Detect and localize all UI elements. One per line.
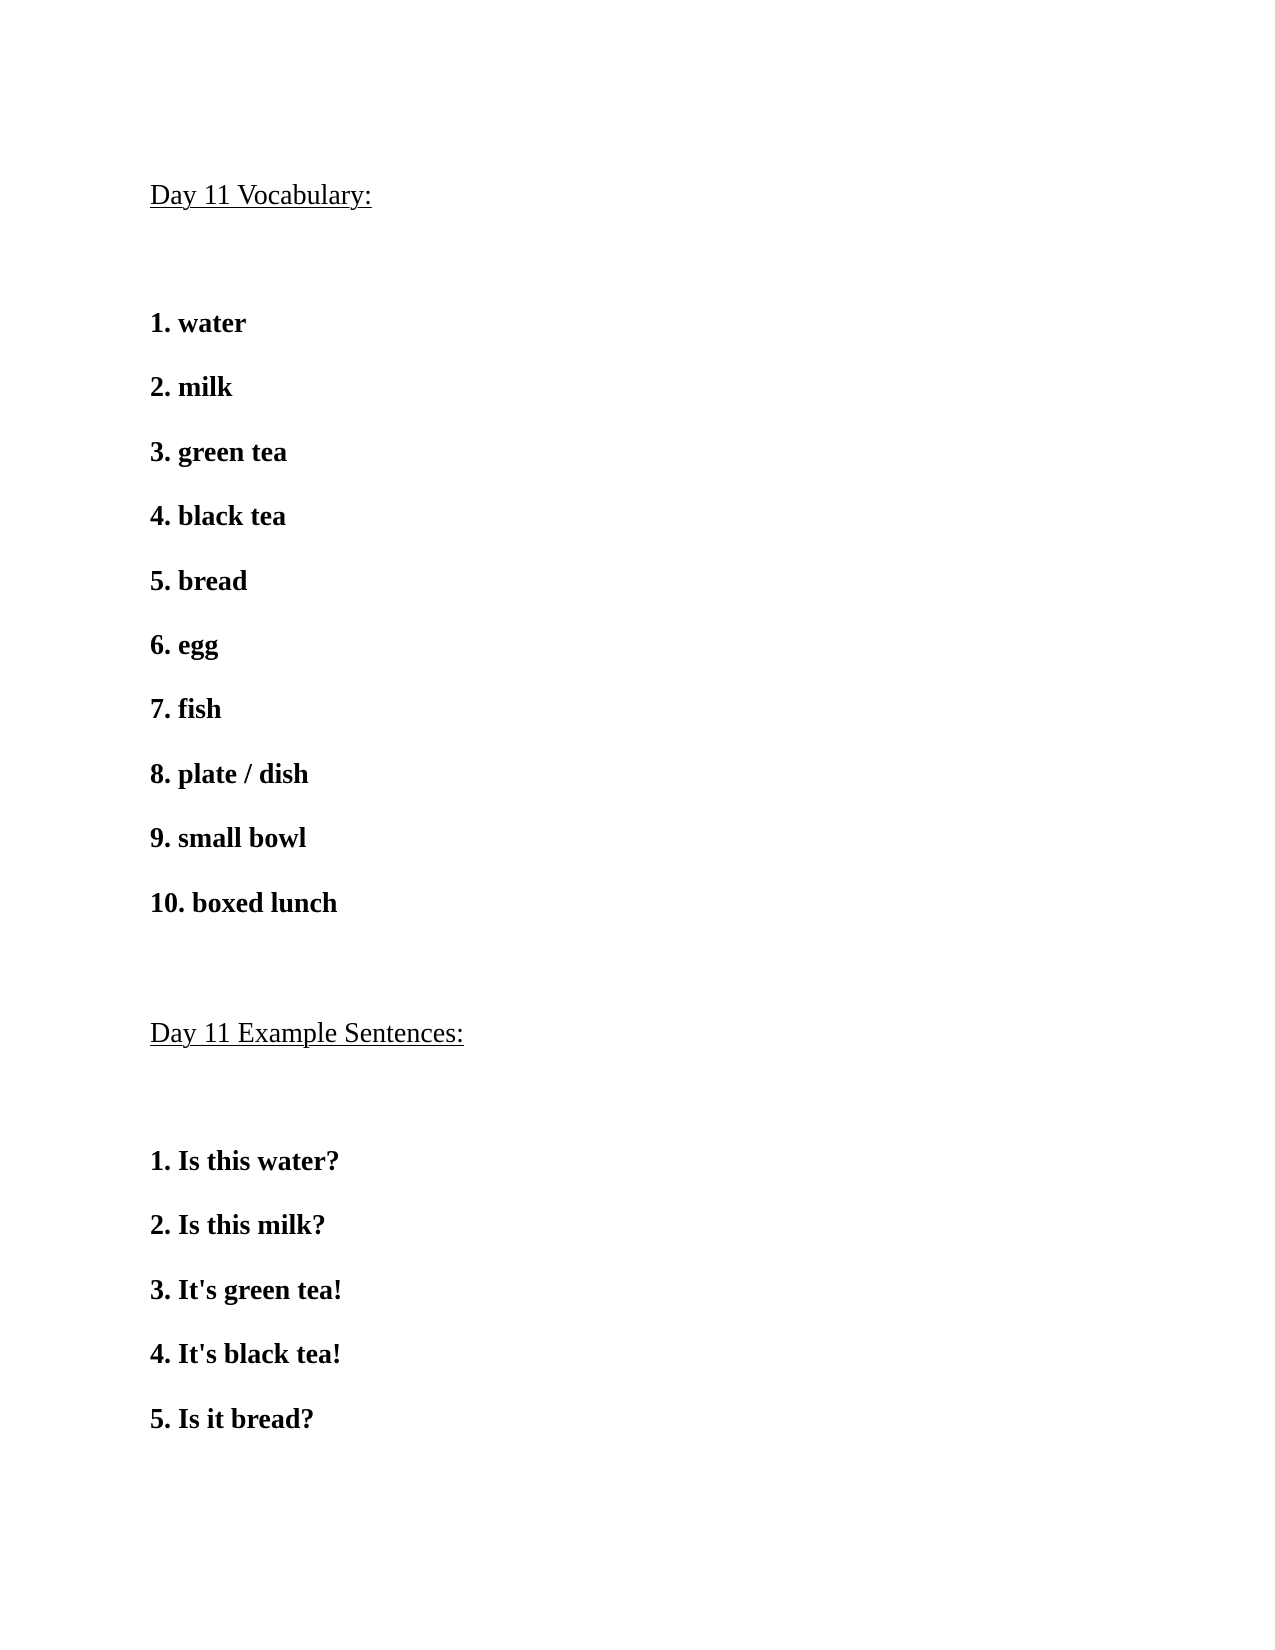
sentence-item: 5. Is it bread? (150, 1403, 315, 1435)
vocabulary-item: 8. plate / dish (150, 758, 309, 790)
vocabulary-item: 4. black tea (150, 501, 287, 533)
sentences-heading: Day 11 Example Sentences: (150, 1018, 464, 1049)
sentence-item: 3. It's green tea! (150, 1274, 343, 1306)
sentence-item: 1. Is this water? (150, 1146, 340, 1177)
vocabulary-item: 6. egg (150, 629, 219, 661)
vocabulary-item: 3. green tea (150, 436, 288, 468)
vocabulary-item: 5. bread (150, 565, 248, 597)
sentence-item: 2. Is this milk? (150, 1210, 326, 1242)
vocabulary-item: 10. boxed lunch (150, 887, 338, 919)
sentence-item: 4. It's black tea! (150, 1339, 342, 1371)
vocabulary-item: 1. water (150, 308, 247, 339)
vocabulary-item: 9. small bowl (150, 823, 307, 855)
vocabulary-item: 2. milk (150, 372, 233, 404)
vocabulary-item: 7. fish (150, 694, 222, 726)
vocabulary-list (150, 310, 338, 954)
sentences-list (150, 1148, 342, 1470)
vocabulary-heading: Day 11 Vocabulary: (150, 180, 372, 211)
